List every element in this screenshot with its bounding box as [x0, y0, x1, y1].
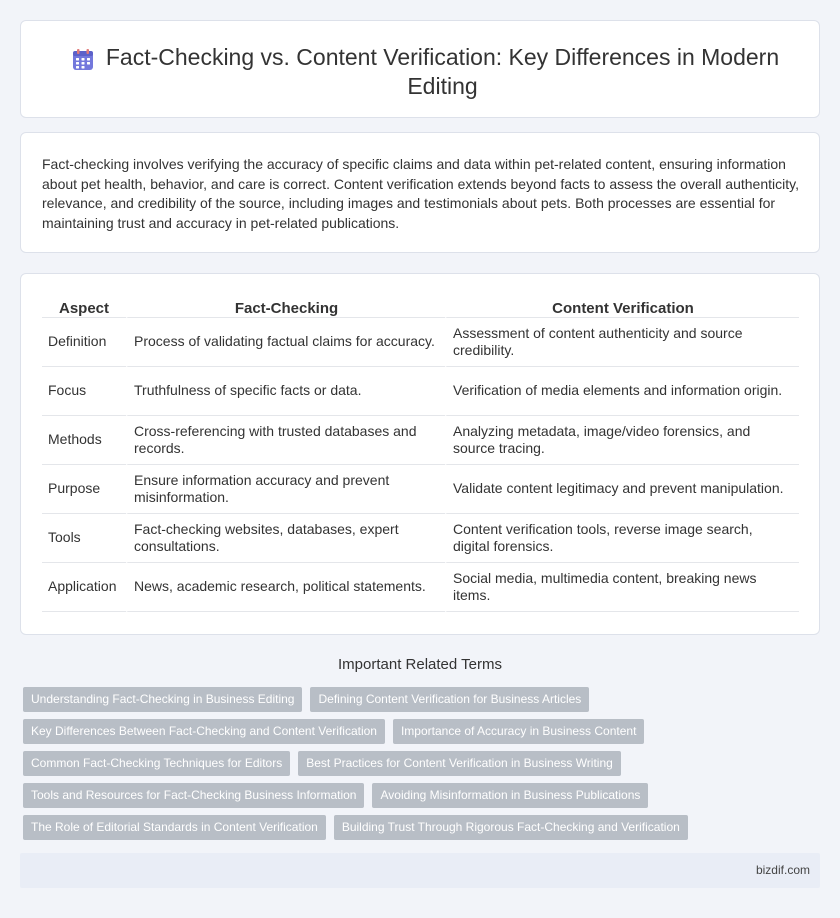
related-term-link[interactable]: Key Differences Between Fact-Checking and Content Verification: [23, 719, 385, 744]
row-fact-checking: News, academic research, political statements.: [126, 563, 445, 612]
row-fact-checking: Truthfulness of specific facts or data.: [126, 367, 445, 416]
related-term-link[interactable]: Avoiding Misinformation in Business Publications: [372, 783, 648, 808]
table-row: [42, 318, 799, 367]
table-row: [42, 416, 799, 465]
row-fact-checking: Fact-checking websites, databases, expert consultations.: [126, 514, 445, 563]
intro-text: Fact-checking involves verifying the accuracy of specific claims and data within pet-related content, ensuring information about pet health, behavior, and care is correct. Content verification extends beyond facts to assess the overall authenticity, relevance, and credibility of the source, including images and testimonials about pets. Both processes are essential for maintaining trust and accuracy in pet-related publications.: [42, 156, 799, 231]
related-term-link[interactable]: Defining Content Verification for Business Articles: [310, 687, 589, 712]
row-content-verification: Social media, multimedia content, breaking news items.: [445, 563, 799, 612]
row-content-verification: Analyzing metadata, image/video forensics, and source tracing.: [445, 416, 799, 465]
row-aspect: Methods: [42, 416, 126, 465]
header-content-verification: Content Verification: [445, 296, 799, 318]
related-term-link[interactable]: Best Practices for Content Verification in Business Writing: [298, 751, 621, 776]
title-card: [20, 20, 820, 118]
page-title: Fact-Checking vs. Content Verification: Key Differences in Modern Editing: [105, 44, 780, 99]
related-terms-title: Important Related Terms: [338, 656, 502, 673]
table-row: [42, 514, 799, 563]
row-aspect: Purpose: [42, 465, 126, 514]
table-header-row: [42, 296, 799, 318]
row-fact-checking: Cross-referencing with trusted databases and records.: [126, 416, 445, 465]
table-row: [42, 367, 799, 416]
row-aspect: Focus: [42, 367, 126, 416]
related-term-link[interactable]: Understanding Fact-Checking in Business Editing: [23, 687, 302, 712]
footer: [20, 853, 820, 888]
header-aspect: Aspect: [42, 296, 126, 318]
row-aspect: Definition: [42, 318, 126, 367]
row-fact-checking: Ensure information accuracy and prevent misinformation.: [126, 465, 445, 514]
comparison-table-card: [20, 273, 820, 635]
row-content-verification: Assessment of content authenticity and source credibility.: [445, 318, 799, 367]
related-term-link[interactable]: The Role of Editorial Standards in Content Verification: [23, 815, 326, 840]
intro-card: [20, 132, 820, 253]
comparison-table: [42, 296, 799, 612]
table-row: [42, 465, 799, 514]
row-aspect: Application: [42, 563, 126, 612]
related-term-link[interactable]: Building Trust Through Rigorous Fact-Checking and Verification: [334, 815, 688, 840]
row-content-verification: Content verification tools, reverse image search, digital forensics.: [445, 514, 799, 563]
row-content-verification: Verification of media elements and information origin.: [445, 367, 799, 416]
row-content-verification: Validate content legitimacy and prevent manipulation.: [445, 465, 799, 514]
related-term-link[interactable]: Common Fact-Checking Techniques for Editors: [23, 751, 290, 776]
row-aspect: Tools: [42, 514, 126, 563]
table-row: [42, 563, 799, 612]
row-fact-checking: Process of validating factual claims for accuracy.: [126, 318, 445, 367]
related-terms-list: [23, 687, 823, 847]
header-fact-checking: Fact-Checking: [126, 296, 445, 318]
footer-site-link[interactable]: bizdif.com: [755, 863, 810, 877]
related-term-link[interactable]: Importance of Accuracy in Business Content: [393, 719, 644, 744]
related-term-link[interactable]: Tools and Resources for Fact-Checking Business Information: [23, 783, 364, 808]
